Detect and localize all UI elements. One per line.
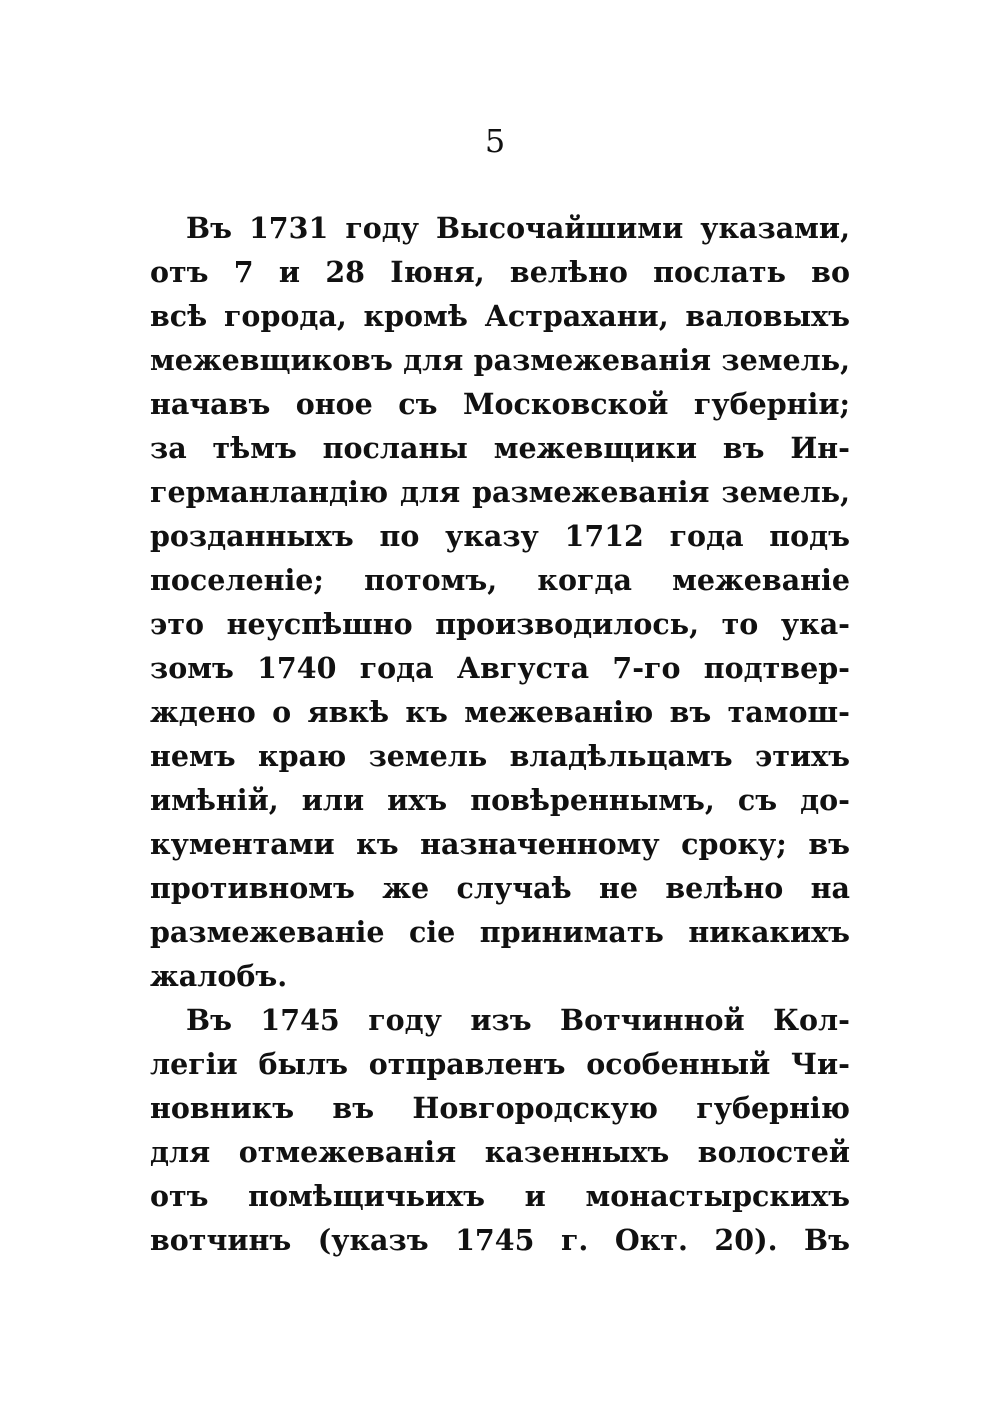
text-line: немъ краю земель владѣльцамъ этихъ xyxy=(150,739,850,773)
text-line: отъ помѣщичьихъ и монастырскихъ xyxy=(150,1179,850,1213)
text-line: германландію для размежеванія земель, xyxy=(150,475,850,509)
page-number: 5 xyxy=(484,122,506,160)
text-line: Въ 1731 году Высочайшими указами, xyxy=(186,211,850,245)
text-line: розданныхъ по указу 1712 года подъ xyxy=(150,519,850,553)
text-line: противномъ же случаѣ не велѣно на xyxy=(150,871,850,905)
text-line: начавъ оное съ Московской губерніи; xyxy=(150,387,850,421)
text-line: новникъ въ Новгородскую губернію xyxy=(150,1091,850,1125)
text-line: размежеваніе сіе принимать никакихъ xyxy=(150,915,850,949)
text-line: всѣ города, кромѣ Астрахани, валовыхъ xyxy=(150,299,850,333)
text-line: Въ 1745 году изъ Вотчинной Кол- xyxy=(186,1003,850,1037)
text-line: поселеніе; потомъ, когда межеваніе xyxy=(150,563,850,597)
text-line: жалобъ. xyxy=(150,959,288,993)
text-line: имѣній, или ихъ повѣреннымъ, съ до- xyxy=(150,783,850,817)
text-line: это неуспѣшно производилось, то ука- xyxy=(150,607,850,641)
text-line: кументами къ назначенному сроку; въ xyxy=(150,827,850,861)
text-line: за тѣмъ посланы межевщики въ Ин- xyxy=(150,431,850,465)
text-line: легіи былъ отправленъ особенный Чи- xyxy=(150,1047,850,1081)
text-line: зомъ 1740 года Августа 7-го подтвер- xyxy=(150,651,850,685)
text-line: межевщиковъ для размежеванія земель, xyxy=(150,343,850,377)
text-line: отъ 7 и 28 Іюня, велѣно послать во xyxy=(150,255,850,289)
text-line: ждено о явкѣ къ межеванію въ тамош- xyxy=(150,695,850,729)
text-line: для отмежеванія казенныхъ волостей xyxy=(150,1135,850,1169)
text-line: вотчинъ (указъ 1745 г. Окт. 20). Въ xyxy=(150,1223,850,1257)
paragraph-1 xyxy=(150,208,850,1000)
paragraph-2 xyxy=(150,1000,850,1264)
